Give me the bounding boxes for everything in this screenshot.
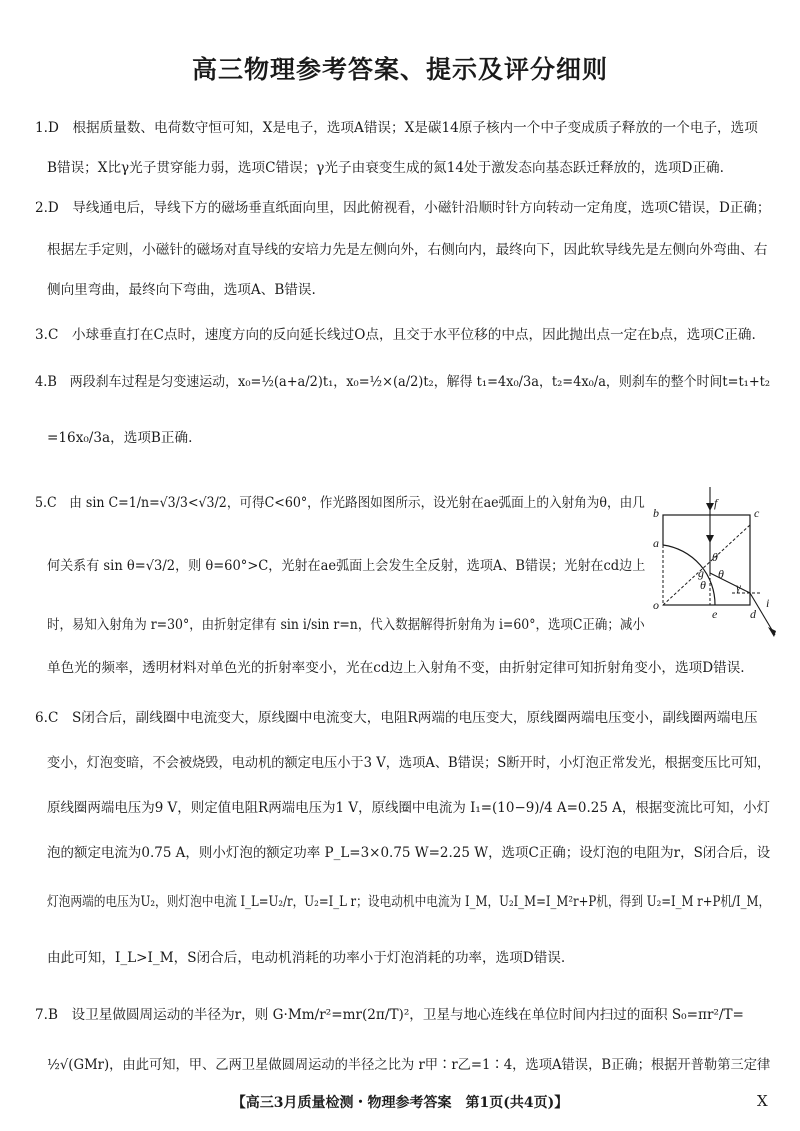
page-footer: 【高三3月质量检测・物理参考答案 第1页(共4页)】 [231,1095,569,1111]
answer-line: 由此可知，I_L>I_M，S闭合后，电动机消耗的功率小于灯泡消耗的功率，选项D错误. [47,950,566,966]
answer-line: 变小，灯泡变暗，不会被烧毁，电动机的额定电压小于3 V，选项A、B错误；S断开时，小灯泡正常发光，根据变压比可知， [47,755,771,771]
label-d: d [750,607,756,621]
answer-line: 时，易知入射角为 r=30°，由折射定律有 sin i/sin r=n，代入数据解得折射角为 i=60°，选项C正确；减小 [47,617,645,633]
answer-line: B错误；X比γ光子贯穿能力弱，选项C错误；γ光子由衰变生成的氮14处于激发态向基态跃迁释放的，选项D正确. [47,160,724,176]
answer-line: 1.D 根据质量数、电荷数守恒可知，X是电子，选项A错误；X是碳14原子核内一个中子变成质子释放的一个电子，选项 [35,120,758,136]
answer-line: 根据左手定则，小磁针的磁场对直导线的安培力先是左侧向外，右侧向内，最终向下，因此软导线先是左侧向外弯曲、右 [47,242,768,258]
label-c: c [754,506,760,520]
label-b: b [653,506,659,520]
optics-diagram [650,485,795,645]
answer-line: 3.C 小球垂直打在C点时，速度方向的反向延长线过O点，且交于水平位移的中点，因此抛出点一定在b点，选项C正确. [35,327,756,343]
label-e: e [712,607,718,621]
label-f: f [714,496,718,510]
label-theta: θ [700,578,706,592]
answer-line: 原线圈两端电压为9 V，则定值电阻R两端电压为1 V，原线圈中电流为 I₁=(10−9)/4 A=0.25 A，根据变流比可知，小灯 [47,800,771,816]
answer-line: 侧向里弯曲，最终向下弯曲，选项A、B错误. [47,282,316,298]
answer-line: 7.B 设卫星做圆周运动的半径为r，则 G·Mm/r²=mr(2π/T)²，卫星与地心连线在单位时间内扫过的面积 S₀=πr²/T= [35,1007,744,1023]
label-theta: θ [718,567,724,581]
label-g: g [698,566,704,580]
answer-line: 泡的额定电流为0.75 A，则小灯泡的额定功率 P_L=3×0.75 W=2.25 W，选项C正确；设灯泡的电阻为r，S闭合后，设 [47,845,771,861]
answer-line: =16x₀/3a，选项B正确. [47,430,193,446]
label-a: a [653,536,659,550]
label-theta: θ [712,550,718,564]
answer-line: 何关系有 sin θ=√3/2，则 θ=60°>C，光射在ae弧面上会发生全反射，选项A、B错误；光射在cd边上 [47,558,646,574]
answer-line: 6.C S闭合后，副线圈中电流变大，原线圈中电流变大，电阻R两端的电压变大，原线圈两端电压变小，副线圈两端电压 [35,710,758,726]
page-title: 高三物理参考答案、提示及评分细则 [191,55,608,84]
label-gamma: γ [736,580,741,594]
label-o: o [653,598,659,612]
label-i: i [766,596,770,610]
answer-line: 2.D 导线通电后，导线下方的磁场垂直纸面向里，因此俯视看，小磁针沿顺时针方向转动一定角度，选项C错误，D正确； [35,200,771,216]
footer-code: X [757,1092,768,1110]
answer-line: 灯泡两端的电压为U₂，则灯泡中电流 I_L=U₂/r，U₂=I_L r；设电动机中电流为 I_M，U₂I_M=I_M²r+P机，得到 U₂=I_M r+P机/I_M， [47,894,771,910]
answer-line: 单色光的频率，透明材料对单色光的折射率变小，光在cd边上入射角不变，由折射定律可知折射角变小，选项D错误. [47,660,745,676]
answer-line: 4.B 两段刹车过程是匀变速运动，x₀=½(a+a/2)t₁，x₀=½×(a/2)t₂，解得 t₁=4x₀/3a，t₂=4x₀/a，则刹车的整个时间t=t₁+t₂ [35,374,771,390]
answer-line: 5.C 由 sin C=1/n=√3/3<√3/2，可得C<60°，作光路图如图所示，设光射在ae弧面上的入射角为θ，由几 [35,495,645,511]
answer-line: ½√(GMr)，由此可知，甲、乙两卫星做圆周运动的半径之比为 r甲∶r乙=1∶4，选项A错误，B正确；根据开普勒第三定律 [47,1057,771,1073]
